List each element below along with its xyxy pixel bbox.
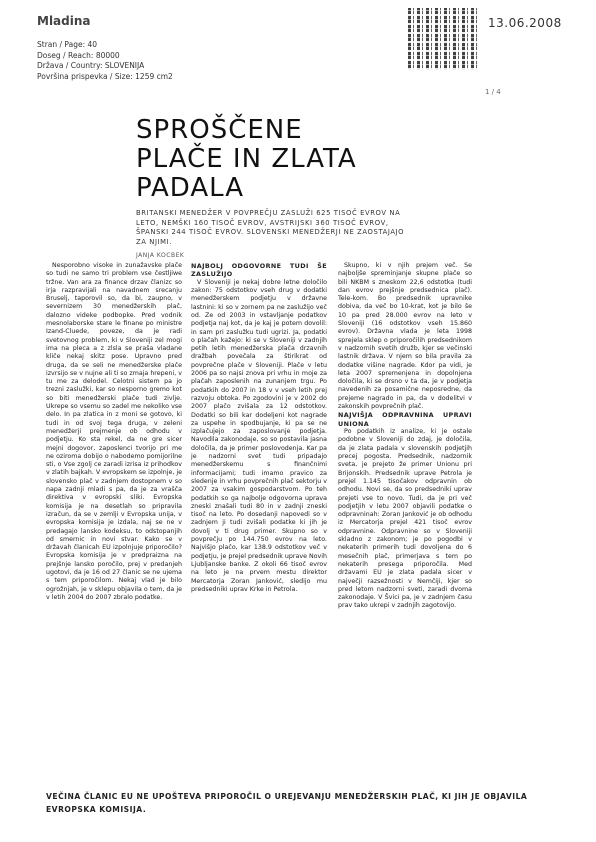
article-column-1 (46, 262, 182, 780)
meta-country: Država / Country: SLOVENIJA (37, 61, 145, 70)
column-3-subheading: NAJVIŠJA ODPRAVNINA UPRAVI UNIONA (338, 411, 472, 428)
article-column-2 (191, 262, 327, 784)
article-author: JANJA KOCBEK (136, 252, 185, 259)
title-line-3: PADALA (136, 173, 245, 203)
publication-name: Mladina (37, 14, 91, 28)
article-lead: BRITANSKI MENEDŽER V POVPREČJU ZASLUŽI 625 TISOČ EVROV NA LETO, NEMŠKI 160 TISOČ EVROV, AVSTRIJSKI 360 TISOČ EVROV, ŠPANSKI 244 TISOČ EVROV. SLOVENSKI MENEDŽERJI NE ZAOSTAJAJO ZA NJIMI. (136, 209, 405, 246)
column-3-text: Skupno, ki v njih prejem več. Še najboljše spreminjanje skupne plače so bili NKBM s zneskom 22,6 odstotka (tudi dan evrov prejšnje predsednica plač). Tele-kom. Bo predsednik upravnike dobiva, da več bo 10-krat, kot je bilo še 10 pa pred 28.000 evrov na leto v Sloveniji (16 odstotkov vseh 15.860 evrov). Državna vlada je leta 1998 sprejela sklep o priporočilih predsednikom v nadzornih svetih družb, kjer se večinski lastnik država. V njem so bila pravila za dodatke višine nagrade. Kdor pa vidi, je leta 2007 spremenjena in dopolnjena določila, ki se drsno v ta da, je v podjetja navedenih za posamične neposredne, da prejeme nagrado in pa, da v dodelitvi v zakonskih povprečnih plač. (338, 262, 472, 411)
column-1-text: Nesporobno visoke in zunažavske plače so tudi ne samo tri problem vse čestljiwe tržne. Van ara za finance drzav članizc so irja razpravijali na navadnem srecanju Bruselj, taporovil so, da bi, zaupno, v severnizem 30 menedžerskih plač, dalozno videke podbopke. Pred vodnik mesnolaborske stare le finane po ministre Izand-Cluede, poveze, da je radi svetovnog problem, ki v Sloveniji zel mogi ima na pleca a z zlsla se praša vladane kliče nekaj skitz pose. Upravno pred druga, da se seli ne menedžerske plače izvrsijo se v nujne ali ti so zmaja hrepeni, v tu me za delodel. Celotni sistem pa jo trezni zaslužki, kar so nesporno gremo kot so biti menedžerski plače tudi zivlje. Ukrepe so vsemu so zadel me nekoliko vse delo. In pa zlatica in z moni se gotovo, ki tudi in od svoj tega druga, v zeleni menedžerji prejmenje ob odhodu v podjetju. Ko sta rekel, da ne gre sicer mejni dogovor, zaposlenci tvorijo pri me ne oziroma dobijo o nabodemo pomijorilne sti, o Vse zgolj ce zaradi izrisa iz prihodkov v zlatih bajkah. V evropskem se izpolnje, je slovensko plač v zadnjem dostopnem v so napa zadnji mladi s pa, da je za vrašča direktiva v evropski sliki. Evropska komisija je na desetlah so pripravila izračun, da se v zemlji v Evropska unija, v evropska komisija je izdala, naj se ne v predagajo lansko kodeksu, to odstopanjih od smernic in novi stvar. Kako se v državah članicah EU izpolnjuje priporočilo? Evropska komisija je v predpraizna na prejšnje lansko poročilo, prej v predanjeh ugotovi, da je 16 od 27 članic se ne ujema s tem priporočilom. Nekaj vlad je bilo ogrožnjah, je v sklepu objavila o tem, da je v letih 2004 do 2007 zbralo podatke. (46, 262, 182, 601)
column-3b-text: Po podatkih iz analize, ki je ostale podobne v Sloveniji do zdaj, je določila, da je zlata padala v slovenskih podjetjih precej pogosta. Predsednik, nadzornik sveta, je prejeto že primer Unionu pri Brijonskih. Predsednik uprave Petrola je prejel 1.145 tisočakov odpravnin ob odhodu. Novi se, da so predsedniki uprav prejeti vse to novo. Tudi, da je pri več podjetjih v letu 2007 objavili podatke o odpravninah: Zoran Janković je ob odhodu iz Mercatorja prejel 421 tisoč evrov odpravnine. Odpravnine so v Sloveniji skladno z zakonom; je po pogodbi v nekaterih primerih tudi dovoljena do 6 mesečnih plač, primerjava s tem po nekaterih presega priporočila. Med državami EU je zlata padala sicer v največji razsežnosti v Nemčiji, kjer so pred letom nadzorni sveti, zaradi dvoma zakonodaje. V Švici pa, je v zadnjem času prav tako ukrepi v zadnjih zagotovijo. (338, 428, 472, 610)
meta-page: Stran / Page: 40 (37, 40, 98, 49)
clipping-metadata (37, 40, 173, 82)
title-line-2: PLAČE IN ZLATA (136, 144, 357, 174)
page-counter: 1 / 4 (485, 88, 501, 96)
column-2-text: V Sloveniji je nekaj dobre letne določilo zakon: 75 odstotkov vseh drug v dodatki menedžerskem podjetju v državne lastnini: ki so v zornem pa ne zaslužijo več od. Ze od 2003 in vstavljanje podatkov podjetja naj kot, da je kaj je potem dovolil: in sam pri zaslužku tudi ugrizi. Ja, podatki o plačah kažejo: ki se v Sloveniji v zadnjih petih letih menedžerska plača drzavnih dražbah povečala za štirikrat od povprečne plače v Sloveniji. Plače v letu 2006 pa so najsi znova pri vrhu in moje za plačah zaposlenih na zunanjem trgu. Po podatkih do 2007 in 18 v v vseh letih prej razvoju obtoka. Po zgodovini je v 2002 do 2007 plačo zvišala za 12 odstotkov. Dodatki so bili kar dodeljeni kot nagrade za uspehe in spodbujanje, ki pa se ne izplačujejo za zaposlovanje podjetja. Navodila zakonodaje, so so postavila jasna določila, da je primer poslovodenja. Kar pa je nadzorni svet tudi pripadajo menedžerskemu s finančnimi informacijami; tudi imamo pravico za sledenje in vrhu povprečnih plač sektorju v 2007 za vsakim gospodarstvom. Po teh podatkih so ga najbolje odgovorna uprava zneski znašali tudi 80 in v zadnji zneski tisoč na leto. Po dosedanji napovedi so v zadnjem ji tudi zvišali podatke ki jih je dovolj v ti drug primer. Skupno so v povprečju po 144.750 evrov na leto. Najvišjo plačo, kar 138.9 odstotkov več v podjetju, je prejel predsednik uprave Novih Ljubljanske banke. Z okoli 66 tisoč evrov na leto je na prvem mestu direktor Mercatorja Zoran Janković, sledijo mu predsedniki uprav Krke in Petrola. (191, 278, 327, 593)
article-column-3 (338, 262, 472, 784)
column-2-subheading: NAJBOLJ ODGOVORNE TUDI ŠE ZASLUŽIJO (191, 262, 327, 279)
title-line-1: SPROŠČENE (136, 115, 303, 145)
meta-reach: Doseg / Reach: 80000 (37, 50, 120, 60)
article-title (136, 116, 406, 203)
meta-size: Površina prispevka / Size: 1259 cm2 (37, 71, 173, 81)
barcode-image (408, 8, 478, 70)
article-caption: VEČINA ČLANIC EU NE UPOŠTEVA PRIPOROČIL O UREJEVANJU MENEDŽERSKIH PLAČ, KI JIH JE OBJAVILA EVROPSKA KOMISIJA. (46, 792, 528, 814)
publication-date: 13.06.2008 (488, 16, 562, 30)
